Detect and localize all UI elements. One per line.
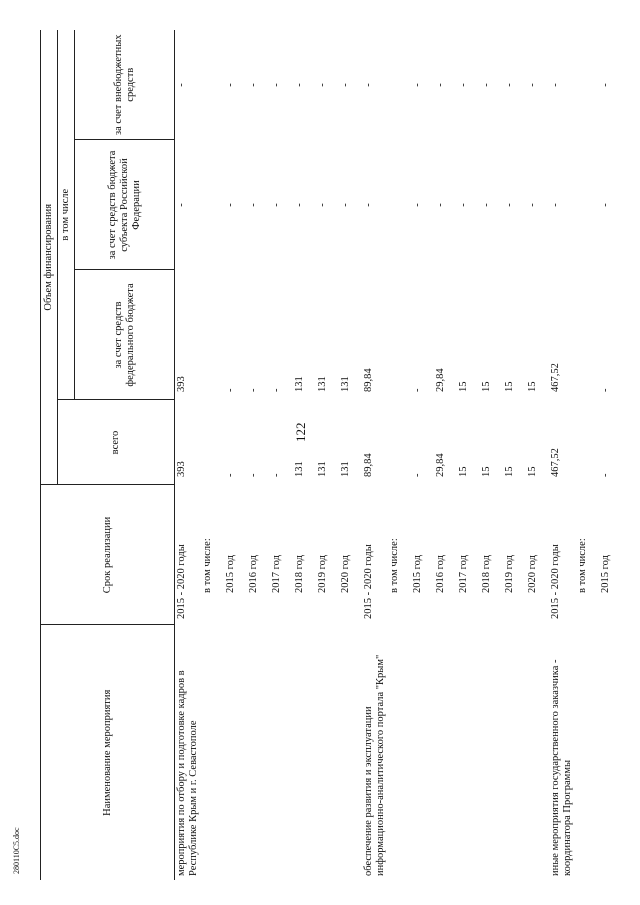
- row-regional: [201, 140, 224, 270]
- row-name: иные мероприятия государственного заказчика - координатора Программы: [550, 659, 574, 876]
- table-row: [175, 30, 202, 880]
- row-federal: [201, 270, 224, 400]
- financing-table: [40, 30, 622, 880]
- row-federal: -: [412, 388, 424, 392]
- row-federal: 393: [176, 376, 188, 392]
- row-extrabudget: -: [317, 83, 329, 87]
- row-regional: -: [340, 203, 352, 207]
- table-body: [175, 30, 622, 880]
- row-total: 15: [504, 466, 516, 477]
- table-row: [457, 30, 480, 880]
- row-term: 2015 - 2020 годы: [176, 544, 188, 619]
- row-total: 15: [527, 466, 539, 477]
- row-name: [411, 625, 434, 880]
- row-name: [457, 625, 480, 880]
- row-federal: 131: [294, 376, 306, 392]
- table-row: [526, 30, 549, 880]
- row-total: 89,84: [363, 453, 375, 477]
- row-federal: -: [225, 388, 237, 392]
- row-total: -: [225, 473, 237, 477]
- financing-table-wrapper: [40, 30, 611, 880]
- row-regional: -: [599, 203, 611, 207]
- row-total: [576, 400, 599, 485]
- row-name: [480, 625, 503, 880]
- row-federal: 15: [504, 381, 516, 392]
- row-name: [316, 625, 339, 880]
- row-total: -: [248, 473, 260, 477]
- row-term: 2015 год: [599, 555, 611, 593]
- row-extrabudget: -: [271, 83, 283, 87]
- row-total: [388, 400, 411, 485]
- row-extrabudget: [201, 30, 224, 140]
- file-name: 280110C5.doc: [12, 827, 21, 874]
- header-federal: за счет средств федерального бюджета: [75, 270, 175, 400]
- row-regional: -: [225, 203, 237, 207]
- row-federal: -: [599, 388, 611, 392]
- row-total: 131: [340, 461, 352, 477]
- row-regional: -: [504, 203, 516, 207]
- row-federal: 15: [527, 381, 539, 392]
- row-extrabudget: -: [340, 83, 352, 87]
- row-term: 2016 год: [435, 555, 447, 593]
- row-regional: -: [481, 203, 493, 207]
- table-row: [480, 30, 503, 880]
- header-term: Срок реализации: [41, 485, 175, 625]
- row-term: в том числе:: [202, 538, 214, 593]
- table-row: [411, 30, 434, 880]
- table-row: [503, 30, 526, 880]
- table-row: [201, 30, 224, 880]
- row-federal: 15: [458, 381, 470, 392]
- row-total: 393: [176, 461, 188, 477]
- header-total: всего: [58, 400, 175, 485]
- row-regional: -: [458, 203, 470, 207]
- row-name: мероприятия по отбору и подготовке кадров в Республике Крым и г. Севастополе: [176, 670, 200, 876]
- row-extrabudget: -: [599, 83, 611, 87]
- row-regional: -: [248, 203, 260, 207]
- row-name: [576, 625, 599, 880]
- table-row: [316, 30, 339, 880]
- row-extrabudget: -: [527, 83, 539, 87]
- row-term: 2015 - 2020 годы: [363, 544, 375, 619]
- row-term: 2020 год: [340, 555, 352, 593]
- header-name: Наименование мероприятия: [41, 625, 175, 880]
- row-term: 2016 год: [248, 555, 260, 593]
- row-name: [434, 625, 457, 880]
- row-term: в том числе:: [576, 538, 588, 593]
- row-name: [503, 625, 526, 880]
- row-term: 2017 год: [271, 555, 283, 593]
- row-name: [599, 625, 622, 880]
- row-extrabudget: [388, 30, 411, 140]
- table-row: [293, 30, 316, 880]
- row-extrabudget: -: [363, 83, 375, 87]
- row-federal: 15: [481, 381, 493, 392]
- table-row: [549, 30, 575, 880]
- row-regional: -: [317, 203, 329, 207]
- table-row: [247, 30, 270, 880]
- row-total: 15: [481, 466, 493, 477]
- row-extrabudget: -: [294, 83, 306, 87]
- row-extrabudget: [576, 30, 599, 140]
- row-federal: 29,84: [435, 368, 447, 392]
- row-extrabudget: -: [412, 83, 424, 87]
- table-row: [362, 30, 388, 880]
- row-term: 2018 год: [481, 555, 493, 593]
- row-name: [526, 625, 549, 880]
- header-including: в том числе: [58, 30, 75, 400]
- row-name: [293, 625, 316, 880]
- row-regional: -: [527, 203, 539, 207]
- row-total: 29,84: [435, 453, 447, 477]
- row-total: -: [599, 473, 611, 477]
- row-federal: 467,52: [550, 363, 562, 392]
- row-total: 131: [317, 461, 329, 477]
- row-name: [201, 625, 224, 880]
- row-federal: 131: [340, 376, 352, 392]
- table-row: [599, 30, 622, 880]
- row-federal: [388, 270, 411, 400]
- row-term: 2015 год: [225, 555, 237, 593]
- header-extrabudget: за счет внебюджетных средств: [75, 30, 175, 140]
- row-regional: -: [412, 203, 424, 207]
- row-term: 2017 год: [458, 555, 470, 593]
- row-total: 131: [294, 461, 306, 477]
- row-extrabudget: -: [176, 83, 188, 87]
- row-regional: -: [271, 203, 283, 207]
- row-term: 2020 год: [527, 555, 539, 593]
- row-federal: 131: [317, 376, 329, 392]
- row-extrabudget: -: [248, 83, 260, 87]
- row-total: -: [412, 473, 424, 477]
- row-term: 2019 год: [317, 555, 329, 593]
- row-name: [247, 625, 270, 880]
- row-federal: [576, 270, 599, 400]
- row-name: [339, 625, 362, 880]
- row-term: в том числе:: [389, 538, 401, 593]
- header-financing: Объем финансирования: [41, 30, 58, 485]
- row-federal: 89,84: [363, 368, 375, 392]
- row-extrabudget: -: [504, 83, 516, 87]
- row-extrabudget: -: [458, 83, 470, 87]
- row-extrabudget: -: [481, 83, 493, 87]
- row-regional: -: [176, 203, 188, 207]
- header-regional: за счет средств бюджета субъекта Российской Федерации: [75, 140, 175, 270]
- row-term: 2015 - 2020 годы: [550, 544, 562, 619]
- row-extrabudget: -: [435, 83, 447, 87]
- table-row: [224, 30, 247, 880]
- row-regional: -: [435, 203, 447, 207]
- row-name: [224, 625, 247, 880]
- page-number: 122: [293, 422, 308, 442]
- table-row: [270, 30, 293, 880]
- row-regional: [576, 140, 599, 270]
- row-name: [388, 625, 411, 880]
- row-name: обеспечение развития и эксплуатации информационно-аналитического портала "Крым": [363, 654, 387, 876]
- row-regional: -: [363, 203, 375, 207]
- row-extrabudget: -: [550, 83, 562, 87]
- row-federal: -: [248, 388, 260, 392]
- row-name: [270, 625, 293, 880]
- row-term: 2015 год: [412, 555, 424, 593]
- row-term: 2019 год: [504, 555, 516, 593]
- row-total: [201, 400, 224, 485]
- row-regional: [388, 140, 411, 270]
- row-regional: -: [294, 203, 306, 207]
- table-row: [576, 30, 599, 880]
- table-row: [339, 30, 362, 880]
- table-row: [434, 30, 457, 880]
- row-regional: -: [550, 203, 562, 207]
- row-total: 15: [458, 466, 470, 477]
- row-term: 2018 год: [294, 555, 306, 593]
- row-federal: -: [271, 388, 283, 392]
- row-extrabudget: -: [225, 83, 237, 87]
- row-total: 467,52: [550, 448, 562, 477]
- row-total: -: [271, 473, 283, 477]
- table-row: [388, 30, 411, 880]
